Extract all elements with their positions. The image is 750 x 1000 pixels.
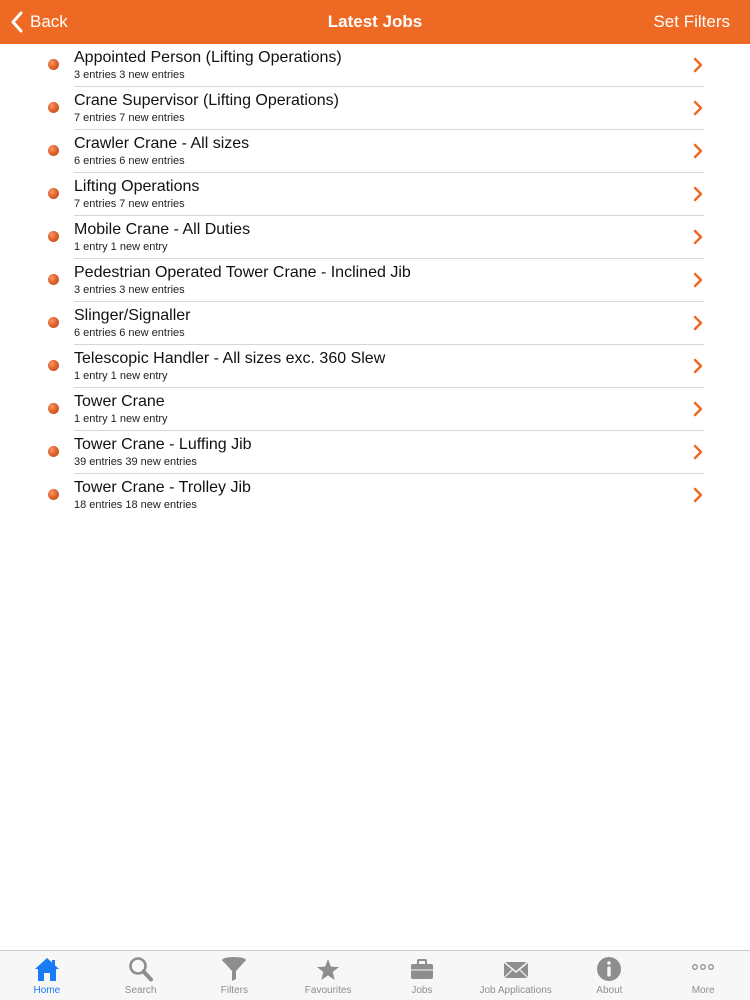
bullet-icon [48, 403, 59, 414]
info-icon [594, 955, 624, 983]
home-icon [32, 955, 62, 983]
chevron-right-icon [692, 57, 704, 73]
tab-label: About [596, 985, 623, 996]
bullet-icon [48, 317, 59, 328]
job-title: Tower Crane [74, 393, 165, 410]
tab-bar [0, 950, 750, 1000]
chevron-right-icon [692, 143, 704, 159]
back-button[interactable] [10, 0, 68, 44]
chevron-right-icon [692, 315, 704, 331]
tab-home[interactable] [0, 951, 94, 1000]
job-entry-count: 1 entry 1 new entry [74, 413, 168, 425]
job-entry-count: 1 entry 1 new entry [74, 370, 168, 382]
chevron-right-icon [692, 100, 704, 116]
tab-job-applications[interactable] [469, 951, 563, 1000]
chevron-left-icon [10, 11, 24, 33]
job-entry-count: 7 entries 7 new entries [74, 112, 185, 124]
chevron-right-icon [692, 487, 704, 503]
job-title: Tower Crane - Luffing Jib [74, 436, 252, 453]
job-entry-count: 18 entries 18 new entries [74, 499, 197, 511]
bullet-icon [48, 102, 59, 113]
list-item[interactable] [0, 130, 750, 173]
job-entry-count: 3 entries 3 new entries [74, 69, 185, 81]
bullet-icon [48, 489, 59, 500]
job-entry-count: 3 entries 3 new entries [74, 284, 185, 296]
job-title: Crane Supervisor (Lifting Operations) [74, 92, 340, 109]
tab-label: Search [124, 985, 157, 996]
list-item[interactable] [0, 345, 750, 388]
job-entry-count: 6 entries 6 new entries [74, 327, 185, 339]
list-item[interactable] [0, 302, 750, 345]
chevron-right-icon [692, 272, 704, 288]
tab-favourites[interactable] [281, 951, 375, 1000]
tab-jobs[interactable] [375, 951, 469, 1000]
star-icon [313, 955, 343, 983]
set-filters-button[interactable]: Set Filters [653, 12, 730, 31]
tab-label: More [691, 985, 715, 996]
job-title: Tower Crane - Trolley Jib [74, 479, 251, 496]
bullet-icon [48, 274, 59, 285]
bullet-icon [48, 360, 59, 371]
tab-label: Home [33, 985, 61, 996]
tab-search[interactable] [94, 951, 188, 1000]
job-title: Appointed Person (Lifting Operations) [74, 49, 342, 66]
tab-more[interactable] [656, 951, 750, 1000]
chevron-right-icon [692, 401, 704, 417]
chevron-right-icon [692, 186, 704, 202]
list-item[interactable] [0, 87, 750, 130]
job-title: Pedestrian Operated Tower Crane - Inclined Jib [74, 264, 411, 281]
tab-label: Favourites [304, 985, 352, 996]
bullet-icon [48, 231, 59, 242]
list-item[interactable] [0, 173, 750, 216]
chevron-right-icon [692, 229, 704, 245]
job-entry-count: 1 entry 1 new entry [74, 241, 168, 253]
filter-icon [219, 955, 249, 983]
bullet-icon [48, 188, 59, 199]
job-category-list [0, 44, 750, 517]
briefcase-icon [407, 955, 437, 983]
bullet-icon [48, 145, 59, 156]
page-title: Latest Jobs [327, 12, 423, 31]
bullet-icon [48, 59, 59, 70]
navigation-bar [0, 0, 750, 44]
back-button-label: Back [30, 12, 68, 31]
job-title: Slinger/Signaller [74, 307, 191, 324]
tab-label: Job Applications [479, 985, 552, 996]
job-entry-count: 39 entries 39 new entries [74, 456, 197, 468]
list-item[interactable] [0, 388, 750, 431]
list-item[interactable] [0, 216, 750, 259]
envelope-icon [501, 955, 531, 983]
job-title: Lifting Operations [74, 178, 200, 195]
list-item[interactable] [0, 431, 750, 474]
chevron-right-icon [692, 444, 704, 460]
tab-label: Filters [220, 985, 248, 996]
job-title: Crawler Crane - All sizes [74, 135, 250, 152]
search-icon [126, 955, 156, 983]
list-item[interactable] [0, 474, 750, 517]
job-entry-count: 7 entries 7 new entries [74, 198, 185, 210]
list-item[interactable] [0, 44, 750, 87]
tab-filters[interactable] [188, 951, 282, 1000]
tab-label: Jobs [411, 985, 433, 996]
list-item[interactable] [0, 259, 750, 302]
job-entry-count: 6 entries 6 new entries [74, 155, 185, 167]
chevron-right-icon [692, 358, 704, 374]
job-title: Mobile Crane - All Duties [74, 221, 251, 238]
tab-about[interactable] [563, 951, 657, 1000]
job-title: Telescopic Handler - All sizes exc. 360 Slew [74, 350, 386, 367]
more-icon [688, 955, 718, 983]
bullet-icon [48, 446, 59, 457]
